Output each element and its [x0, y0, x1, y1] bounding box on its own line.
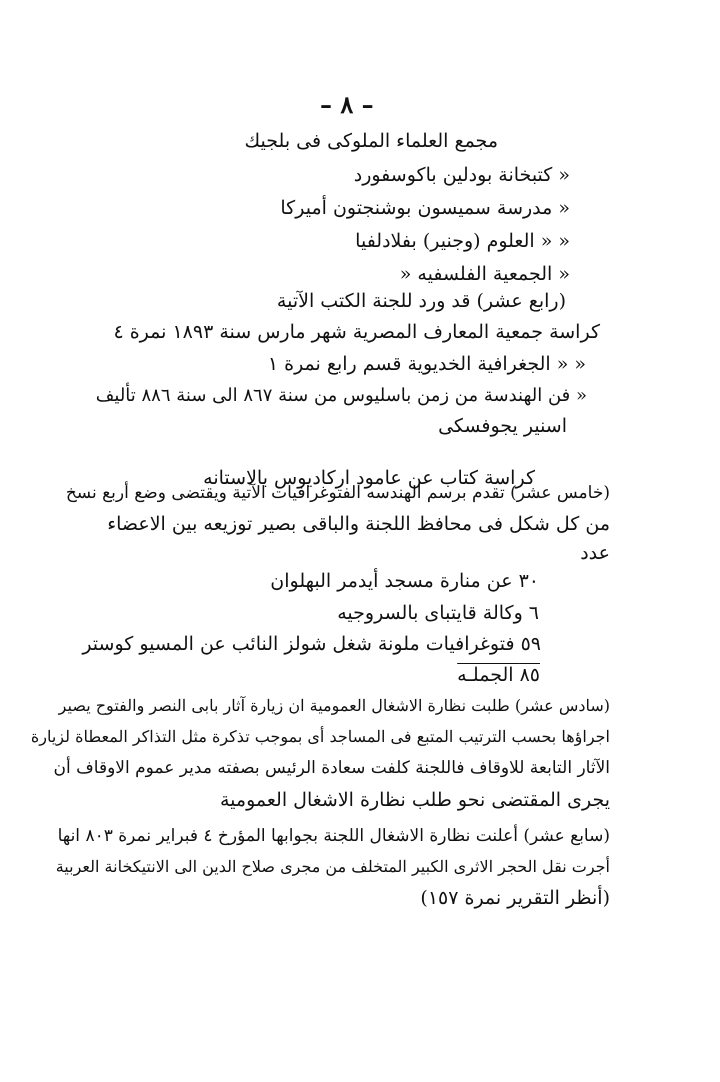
text-line: عدد — [580, 542, 610, 564]
text-line: اجراؤها بحسب الترتيب المتبع فى المساجد أى بموجب تذكرة مثل التذاكر المعطاة لزيارة — [30, 727, 610, 746]
text-line: « « العلوم (وجنير) بفلادلفيا — [355, 230, 570, 252]
text-line: كراسة كتاب عن عامود اركاديوس بالاستانه — [203, 467, 535, 489]
text-line: « مدرسة سميسون بوشنجتون أميركا — [280, 197, 570, 219]
text-line: يجرى المقتضى نحو طلب نظارة الاشغال العمومية — [219, 789, 610, 811]
text-line: الآثار التابعة للاوقاف فاللجنة كلفت سعادة الرئيس بصفته مدير عموم الاوقاف أن — [53, 758, 610, 778]
text-line: « كتبخانة بودلين باكوسفورد — [353, 164, 570, 186]
text-line: ٥٩ فتوغرافيات ملونة شغل شولز النائب عن المسيو كوستر — [82, 633, 541, 655]
text-line: من كل شكل فى محافظ اللجنة والباقى بصير توزيعه بين الاعضاء — [107, 513, 610, 535]
text-line: (رابع عشر) قد ورد للجنة الكتب الآتية — [276, 290, 566, 312]
text-line: « الجمعية الفلسفيه « — [399, 263, 570, 285]
text-line: اسنير يجوفسكى — [438, 415, 567, 437]
text-line: (خامس عشر) تقدم برسم الهندسه الفتوغرافيات الآتية ويقتضى وضع أربع نسخ — [65, 483, 610, 503]
text-line: كراسة جمعية المعارف المصرية شهر مارس سنة ١٨٩٣ نمرة ٤ — [113, 321, 600, 343]
text-line: ٣٠ عن منارة مسجد أيدمر البهلوان — [270, 570, 539, 592]
page-number: – ٨ – — [320, 90, 374, 119]
text-line: أجرت نقل الحجر الاثرى الكبير المتخلف من مجرى صلاح الدين الى الانتيكخانة العربية — [55, 857, 610, 876]
total-line: ٨٥ الجملـه — [457, 664, 540, 686]
text-line: (سادس عشر) طلبت نظارة الاشغال العمومية ان زيارة آثار بابى النصر والفتوح يصير — [58, 696, 610, 715]
text-line: مجمع العلماء الملوكى فى بلجيك — [244, 130, 498, 152]
text-line: (سابع عشر) أعلنت نظارة الاشغال اللجنة بجوابها المؤرخ ٤ فبراير نمرة ٨٠٣ انها — [57, 826, 610, 846]
text-line: (أنظر التقرير نمرة ١٥٧) — [420, 887, 610, 909]
text-line: « « الجغرافية الخديوية قسم رابع نمرة ١ — [267, 353, 586, 375]
text-line: « فن الهندسة من زمن باسليوس من سنة ٨٦٧ الى سنة ٨٨٦ تأليف — [95, 385, 587, 406]
text-line: ٦ وكالة قايتباى بالسروجيه — [337, 602, 539, 624]
